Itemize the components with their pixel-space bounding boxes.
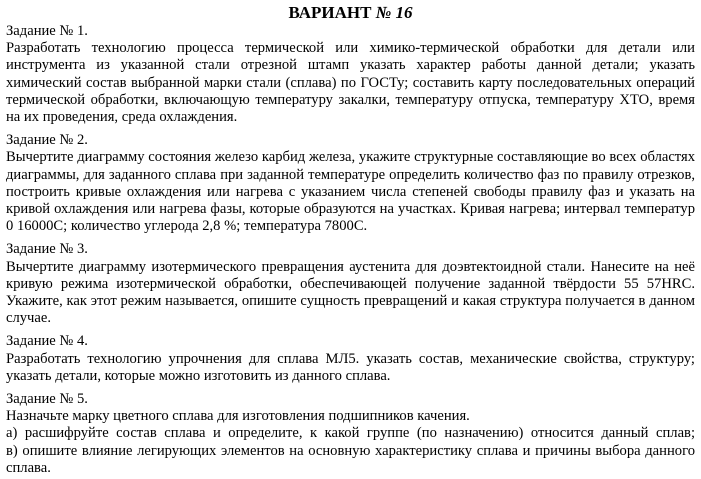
task-3 xyxy=(6,241,695,327)
task-body: Разработать технологию процесса термической или химико-термической обработки для детали или инструмента из указанной стали отрезной штамп указать характер работы данной детали; указать химический состав выбранной марки стали (сплава) по ГОСТу; составить карту последовательных операций термической обработки, включающую температуру закалки, температуру отпуска, температуру ХТО, время на их проведения, среда охлаждения. xyxy=(6,40,695,126)
task-5 xyxy=(6,391,695,477)
title-prefix: ВАРИАНТ xyxy=(288,3,376,22)
task-heading: Задание № 1. xyxy=(6,23,88,39)
task-line: Назначьте марку цветного сплава для изготовления подшипников качения. xyxy=(6,408,470,425)
task-heading: Задание № 4. xyxy=(6,333,88,350)
task-heading: Задание № 2. xyxy=(6,132,88,149)
task-1 xyxy=(6,23,695,126)
task-4 xyxy=(6,333,695,385)
task-heading: Задание № 3. xyxy=(6,241,88,258)
task-body: Разработать технологию упрочнения для сплава МЛ5. указать состав, механические свойства, структуру; указать детали, которые можно изготовить из данного сплава. xyxy=(6,350,695,384)
task-line: а) расшифруйте состав сплава и определите, к какой группе (по назначению) относится данный сплав; xyxy=(6,425,695,442)
document-title xyxy=(6,4,695,22)
task-body: Вычертите диаграмму состояния железо карбид железа, укажите структурные составляющие во всех областях диаграммы, для заданного сплава при заданной температуре определить количество фаз по правилу отрезков, построить кривые охлаждения или нагрева с указанием числа степеней свободы правилу фаз и указать на кривой охлаждения или нагрева фазы, которые образуются на участках. Кривая нагрева; интервал температур 0 16000С; количество углерода 2,8 %; температура 7800С. xyxy=(6,149,695,235)
title-number: № 16 xyxy=(375,3,413,22)
task-heading: Задание № 5. xyxy=(6,391,88,408)
task-body: Вычертите диаграмму изотермического превращения аустенита для доэвтектоидной стали. Нанесите на неё кривую режима изотермической обработки, обеспечивающей получение заданной твёрдости 55 57HRC. Укажите, как этот режим называется, опишите сущность превращений и какая структура получается в данном случае. xyxy=(6,258,695,327)
task-line: в) опишите влияние легирующих элементов на основную характеристику сплава и причины выбора данного сплава. xyxy=(6,442,695,476)
task-2 xyxy=(6,132,695,235)
